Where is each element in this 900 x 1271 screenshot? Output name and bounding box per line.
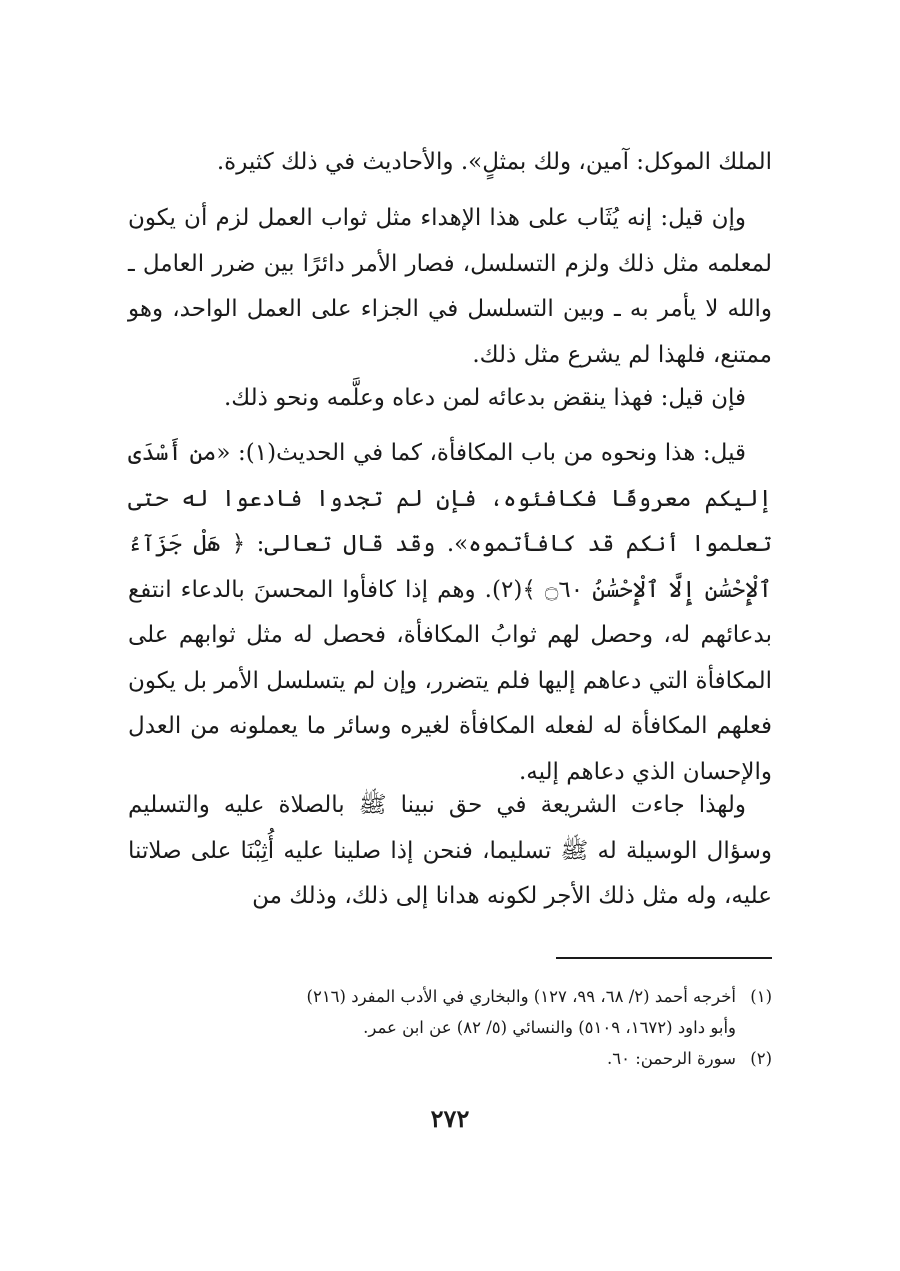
paragraph-reply: قيل: هذا ونحوه من باب المكافأة، كما في الحديث(١): «من أَسْدَى إليكم معروفًا فكافئوه، فإن لم تجدوا فادعوا له حتى تعلموا أنكم قد كافأتموه». وقد قال تعالى: ﴿ هَلْ جَزَآءُ ٱلْإِحْسَٰنِ إِلَّا ٱلْإِحْسَٰنُ ۝٦٠ ﴾(٢). وهم إذا كافأوا المحسنَ بالدعاء انتفع بدعائهم له، وحصل لهم ثوابُ المكافأة، فحصل له مثل ثوابهم على المكافأة التي دعاهم إليها فلم يتضرر، وإن لم يتسلسل الأمر بل يكون فعلهم المكافأة له لفعله المكافأة لغيره وسائر ما يعملونه من العدل والإحسان الذي دعاهم إليه. — [128, 440, 773, 785]
page-number: ٢٧٢ — [430, 1104, 470, 1133]
footnote-text: أخرجه أحمد (٢/ ٦٨، ٩٩، ١٢٧) والبخاري في الأدب المفرد (٢١٦) — [306, 987, 736, 1006]
paragraph-sharia: ولهذا جاءت الشريعة في حق نبينا ﷺ بالصلاة عليه والتسليم وسؤال الوسيلة له ﷺ تسليما، فنحن إذا صلينا عليه أُثِبْنَا على صلاتنا عليه، وله مثل ذلك الأجر لكونه هدانا إلى ذلك، وذلك من — [128, 792, 772, 909]
footnote-number: (٢) — [750, 1049, 772, 1068]
footnote-1 — [128, 981, 772, 1012]
footnote-text: سورة الرحمن: ٦٠. — [606, 1049, 736, 1068]
paragraph-continuation: الملك الموكل: آمين، ولك بمثلٍ». والأحاديث في ذلك كثيرة. — [216, 149, 772, 175]
footnotes — [128, 981, 772, 1074]
paragraph-second-objection: فإن قيل: فهذا ينقض بدعائه لمن دعاه وعلَّمه ونحو ذلك. — [223, 385, 746, 411]
footnote-separator — [556, 957, 772, 959]
footnote-2 — [128, 1043, 772, 1074]
footnote-1-continuation: وأبو داود (١٦٧٢، ٥١٠٩) والنسائي (٥/ ٨٢) عن ابن عمر. — [363, 1018, 736, 1037]
footnote-number: (١) — [750, 987, 772, 1006]
paragraph-objection: وإن قيل: إنه يُثَاب على هذا الإهداء مثل ثواب العمل لزم أن يكون لمعلمه مثل ذلك ولزم التسلسل، فصار الأمر دائرًا بين ضرر العامل ـ والله لا يأمر به ـ وبين التسلسل في الجزاء على العمل الواحد، وهو ممتنع، فلهذا لم يشرع مثل ذلك. — [128, 205, 772, 368]
